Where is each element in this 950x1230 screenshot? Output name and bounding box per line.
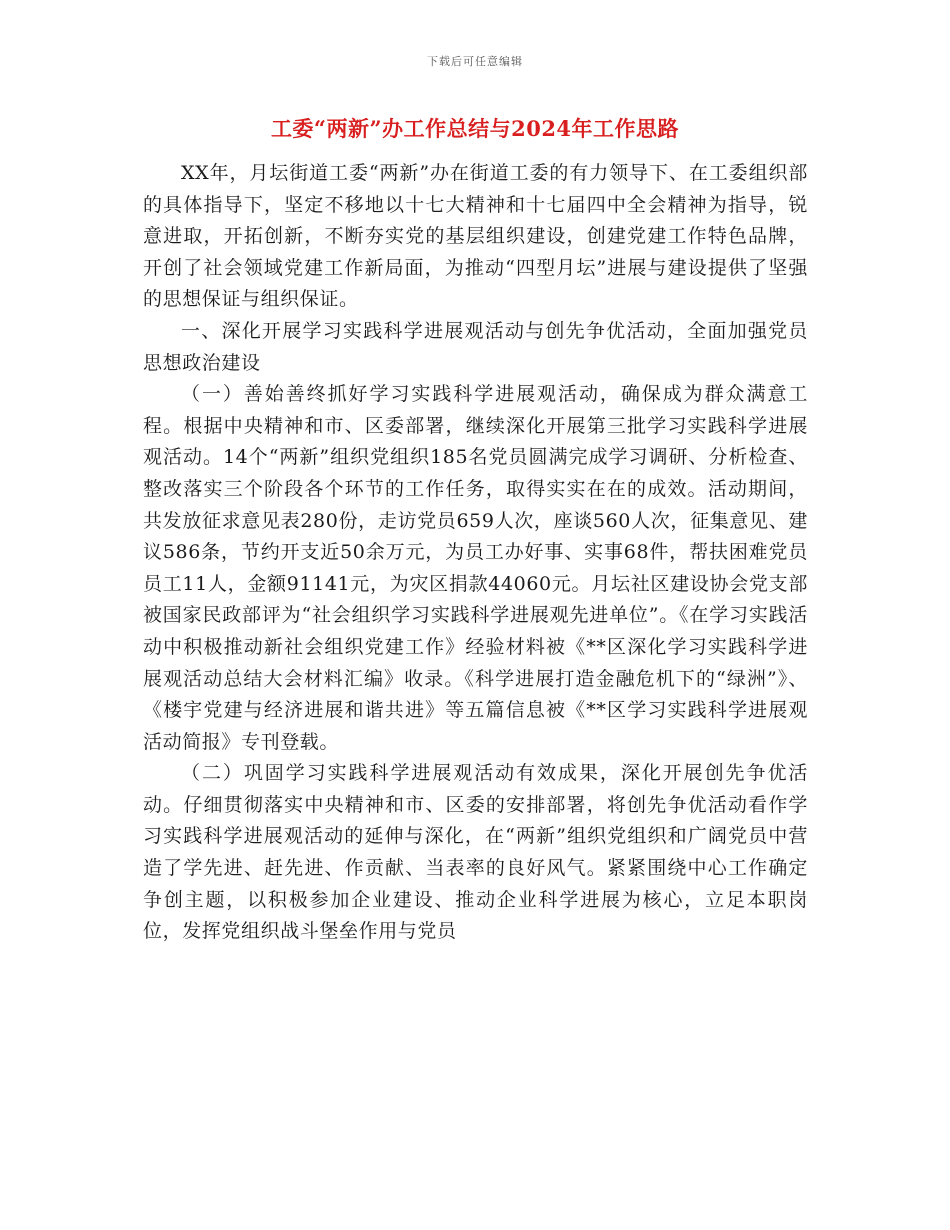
page-header-note: 下载后可任意编辑 bbox=[427, 55, 523, 68]
paragraph-subsection-1: （一）善始善终抓好学习实践科学进展观活动，确保成为群众满意工程。根据中央精神和市、区委部署，继续深化开展第三批学习实践科学进展观活动。14个“两新”组织党组织185名党员圆满完成学习调研、分析检查、整改落实三个阶段各个环节的工作任务，取得实实在在的成效。活动期间，共发放征求意见表280份，走访党员659人次，座谈560人次，征集意见、建议586条，节约开支近50余万元，为员工办好事、实事68件，帮扶困难党员员工11人，金额91141元，为灾区捐款44060元。月坛社区建设协会党支部被国家民政部评为“社会组织学习实践科学进展观先进单位”。《在学习实践活动中积极推动新社会组织党建工作》经验材料被《**区深化学习实践科学进展观活动总结大会材料汇编》收录。《科学进展打造金融危机下的“绿洲”》、《楼宇党建与经济进展和谐共进》等五篇信息被《**区学习实践科学进展观活动简报》专刊登载。 bbox=[143, 383, 808, 753]
paragraph-section-1-heading: 一、深化开展学习实践科学进展观活动与创先争优活动，全面加强党员思想政治建设 bbox=[143, 319, 808, 374]
document-body bbox=[143, 158, 808, 948]
document-title: 工委“两新”办工作总结与2024年工作思路 bbox=[270, 116, 680, 141]
paragraph-subsection-2: （二）巩固学习实践科学进展观活动有效成果，深化开展创先争优活动。仔细贯彻落实中央精神和市、区委的安排部署，将创先争优活动看作学习实践科学进展观活动的延伸与深化，在“两新”组织党组织和广阔党员中营造了学先进、赶先进、作贡献、当表率的良好风气。紧紧围绕中心工作确定争创主题，以积极参加企业建设、推动企业科学进展为核心，立足本职岗位，发挥党组织战斗堡垒作用与党员 bbox=[143, 762, 808, 943]
paragraph-intro: XX年，月坛街道工委“两新”办在街道工委的有力领导下、在工委组织部的具体指导下，坚定不移地以十七大精神和十七届四中全会精神为指导，锐意进取，开拓创新，不断夯实党的基层组织建设，创建党建工作特色品牌，开创了社会领域党建工作新局面，为推动“四型月坛”进展与建设提供了坚强的思想保证与组织保证。 bbox=[143, 162, 808, 311]
